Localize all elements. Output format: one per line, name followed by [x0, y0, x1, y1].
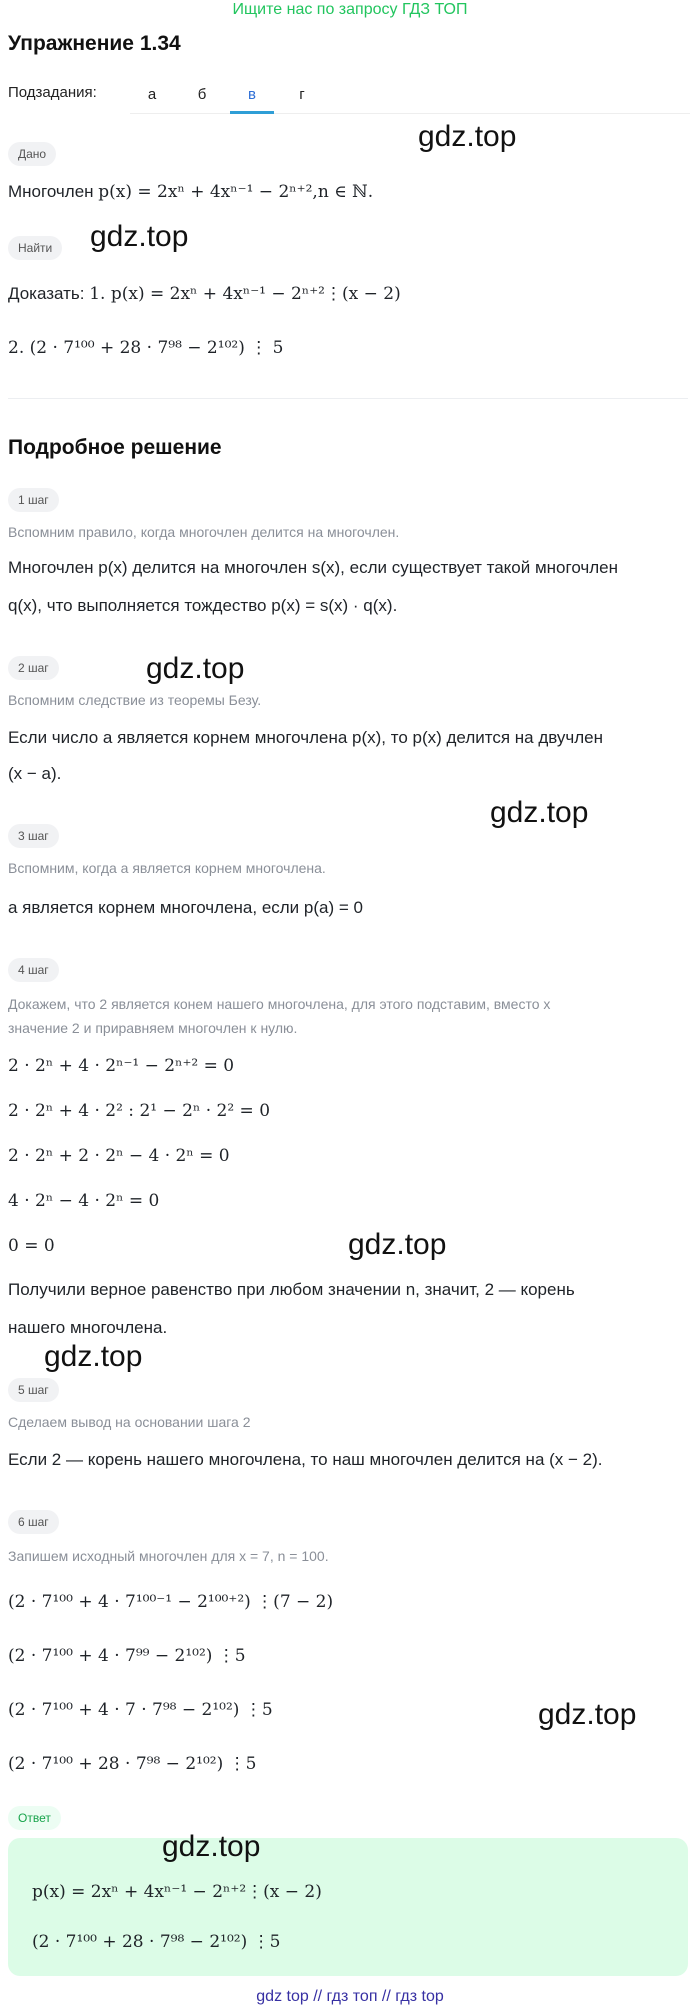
step-1-hint: Вспомним правило, когда многочлен делится на многочлен. — [8, 524, 400, 540]
step-2-badge: 2 шаг — [8, 656, 59, 680]
step-6-eq-1: (2 · 7¹⁰⁰ + 4 · 7¹⁰⁰⁻¹ − 2¹⁰⁰⁺²) ⋮(7 − 2) — [8, 1592, 334, 1612]
step-2-line-1: Если число a является корнем многочлена p(x), то p(x) делится на двучлен — [8, 728, 604, 747]
step-4-eq-1: 2 · 2ⁿ + 4 · 2ⁿ⁻¹ − 2ⁿ⁺² = 0 — [8, 1056, 235, 1076]
given-prefix: Многочлен — [8, 182, 94, 201]
step-4-line-2: нашего многочлена. — [8, 1318, 168, 1337]
step-2-line-2: (x − a). — [8, 764, 62, 783]
step-4-badge: 4 шаг — [8, 958, 59, 982]
footer-links[interactable]: gdz top // гдз топ // гдз top — [256, 1988, 444, 2005]
promo-banner: Ищите нас по запросу ГДЗ ТОП — [232, 1, 468, 18]
step-6-hint: Запишем исходный многочлен для x = 7, n = 100. — [8, 1548, 329, 1564]
given-text — [8, 180, 373, 204]
watermark: gdz.top — [538, 1698, 637, 1731]
step-4-eq-3: 2 · 2ⁿ + 2 · 2ⁿ − 4 · 2ⁿ = 0 — [8, 1146, 230, 1166]
watermark: gdz.top — [44, 1340, 143, 1373]
tab-v[interactable]: в — [230, 86, 274, 114]
step-1-line-2: q(x), что выполняется тождество p(x) = s(x) · q(x). — [8, 596, 398, 615]
step-5-badge: 5 шаг — [8, 1378, 59, 1402]
step-5-hint: Сделаем вывод на основании шага 2 — [8, 1414, 251, 1430]
step-2-hint: Вспомним следствие из теоремы Безу. — [8, 692, 262, 708]
step-5-line-1: Если 2 — корень нашего многочлена, то наш многочлен делится на (x − 2). — [8, 1450, 603, 1469]
find-formula-1: 1. p(x) = 2xⁿ + 4xⁿ⁻¹ − 2ⁿ⁺²⋮(x − 2) — [89, 284, 401, 304]
answer-box — [8, 1838, 688, 1976]
watermark: gdz.top — [90, 220, 189, 253]
step-4-eq-2: 2 · 2ⁿ + 4 · 2² : 2¹ − 2ⁿ · 2² = 0 — [8, 1101, 271, 1121]
watermark: gdz.top — [490, 796, 589, 829]
step-3-badge: 3 шаг — [8, 824, 59, 848]
subtask-tabs — [130, 78, 690, 114]
find-line-2: 2. (2 · 7¹⁰⁰ + 28 · 7⁹⁸ − 2¹⁰²) ⋮ 5 — [8, 338, 284, 358]
step-6-eq-3: (2 · 7¹⁰⁰ + 4 · 7 · 7⁹⁸ − 2¹⁰²) ⋮5 — [8, 1700, 273, 1720]
page-title: Упражнение 1.34 — [8, 32, 181, 55]
tab-a[interactable]: а — [147, 86, 157, 103]
step-4-line-1: Получили верное равенство при любом значении n, значит, 2 — корень — [8, 1280, 575, 1299]
step-3-hint: Вспомним, когда a является корнем многочлена. — [8, 860, 326, 876]
watermark: gdz.top — [348, 1228, 447, 1261]
answer-badge: Ответ — [8, 1806, 61, 1830]
given-badge: Дано — [8, 142, 56, 166]
find-prefix: Доказать: — [8, 284, 85, 303]
step-1-badge: 1 шаг — [8, 488, 59, 512]
step-4-eq-5: 0 = 0 — [8, 1236, 55, 1256]
step-6-badge: 6 шаг — [8, 1510, 59, 1534]
step-1-line-1: Многочлен p(x) делится на многочлен s(x), если существует такой многочлен — [8, 558, 619, 577]
step-3-line-1: a является корнем многочлена, если p(a) = 0 — [8, 898, 363, 917]
watermark: gdz.top — [146, 652, 245, 685]
step-6-eq-2: (2 · 7¹⁰⁰ + 4 · 7⁹⁹ − 2¹⁰²) ⋮5 — [8, 1646, 246, 1666]
answer-line-2: (2 · 7¹⁰⁰ + 28 · 7⁹⁸ − 2¹⁰²) ⋮5 — [32, 1932, 281, 1952]
tab-g[interactable]: г — [299, 86, 305, 103]
solution-heading: Подробное решение — [8, 436, 222, 459]
given-formula: p(x) = 2xⁿ + 4xⁿ⁻¹ − 2ⁿ⁺²,n ∈ ℕ. — [98, 182, 374, 202]
step-4-eq-4: 4 · 2ⁿ − 4 · 2ⁿ = 0 — [8, 1191, 160, 1211]
divider — [8, 398, 688, 399]
watermark: gdz.top — [418, 120, 517, 153]
step-4-hint-2: значение 2 и приравняем многочлен к нулю. — [8, 1020, 298, 1036]
answer-line-1: p(x) = 2xⁿ + 4xⁿ⁻¹ − 2ⁿ⁺²⋮(x − 2) — [32, 1882, 322, 1902]
find-badge: Найти — [8, 236, 62, 260]
watermark: gdz.top — [162, 1830, 261, 1863]
find-line-1 — [8, 282, 401, 306]
tab-b[interactable]: б — [197, 86, 207, 103]
step-4-hint-1: Докажем, что 2 является конем нашего многочлена, для этого подставим, вместо x — [8, 996, 551, 1012]
subtasks-label: Подзадания: — [8, 84, 97, 101]
step-6-eq-4: (2 · 7¹⁰⁰ + 28 · 7⁹⁸ − 2¹⁰²) ⋮5 — [8, 1754, 257, 1774]
